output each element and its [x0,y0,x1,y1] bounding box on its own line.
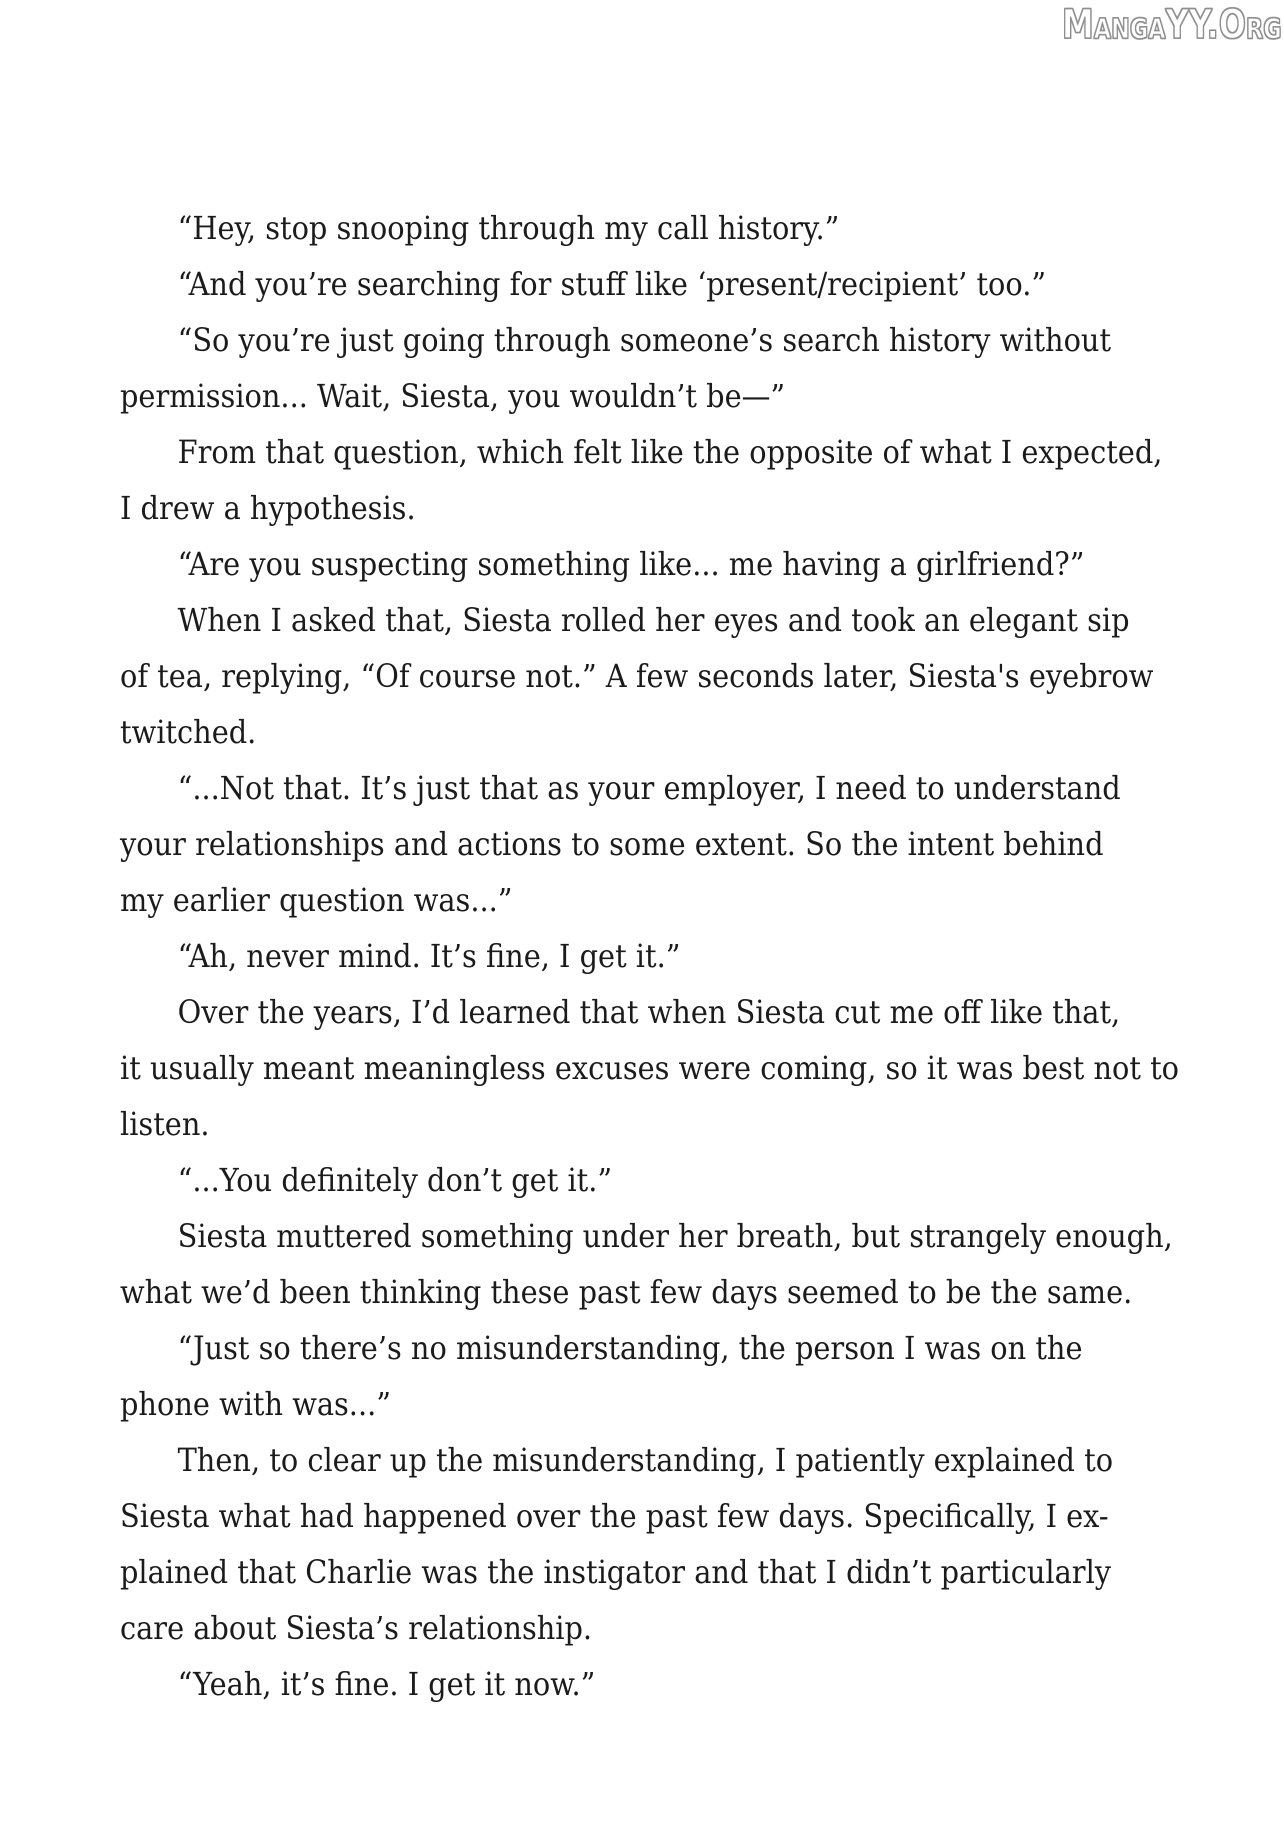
text-line: Siesta what had happened over the past few days. Specifically, I ex- [120,1497,1109,1535]
text-line: I drew a hypothesis. [120,489,416,527]
text-line: “Ah, never mind. It’s fine, I get it.” [177,937,681,975]
text-line: care about Siesta’s relationship. [120,1609,593,1647]
text-line: Siesta muttered something under her breath, but strangely enough, [177,1217,1173,1255]
text-line: “...Not that. It’s just that as your employer, I need to understand [177,769,1121,807]
text-line: plained that Charlie was the instigator and that I didn’t particularly [120,1553,1112,1591]
text-line: Then, to clear up the misunderstanding, I patiently explained to [177,1441,1114,1479]
text-line: “Hey, stop snooping through my call history.” [177,209,840,247]
text-line: “...You definitely don’t get it.” [177,1161,613,1199]
text-line: my earlier question was...” [120,881,513,919]
text-line: of tea, replying, “Of course not.” A few seconds later, Siesta's eyebrow [120,657,1154,695]
text-line: listen. [120,1105,210,1143]
novel-page-text [120,200,1284,1712]
text-line: “Are you suspecting something like... me having a girlfriend?” [177,545,1085,583]
text-line: it usually meant meaningless excuses were coming, so it was best not to [120,1049,1180,1087]
text-line: twitched. [120,713,257,751]
text-line: Over the years, I’d learned that when Siesta cut me off like that, [177,993,1121,1031]
text-line: “So you’re just going through someone’s search history without [177,321,1112,359]
text-line: “Just so there’s no misunderstanding, the person I was on the [177,1329,1083,1367]
text-line: what we’d been thinking these past few days seemed to be the same. [120,1273,1133,1311]
text-line: phone with was...” [120,1385,391,1423]
text-line: “Yeah, it’s fine. I get it now.” [177,1665,596,1703]
text-line: permission... Wait, Siesta, you wouldn’t be—” [120,377,786,415]
text-line: your relationships and actions to some extent. So the intent behind [120,825,1104,863]
text-line: From that question, which felt like the opposite of what I expected, [177,433,1163,471]
text-line: “And you’re searching for stuff like ‘present/recipient’ too.” [177,265,1047,303]
text-line: When I asked that, Siesta rolled her eyes and took an elegant sip [177,601,1130,639]
site-watermark: MangaYY.Org [1062,2,1282,48]
